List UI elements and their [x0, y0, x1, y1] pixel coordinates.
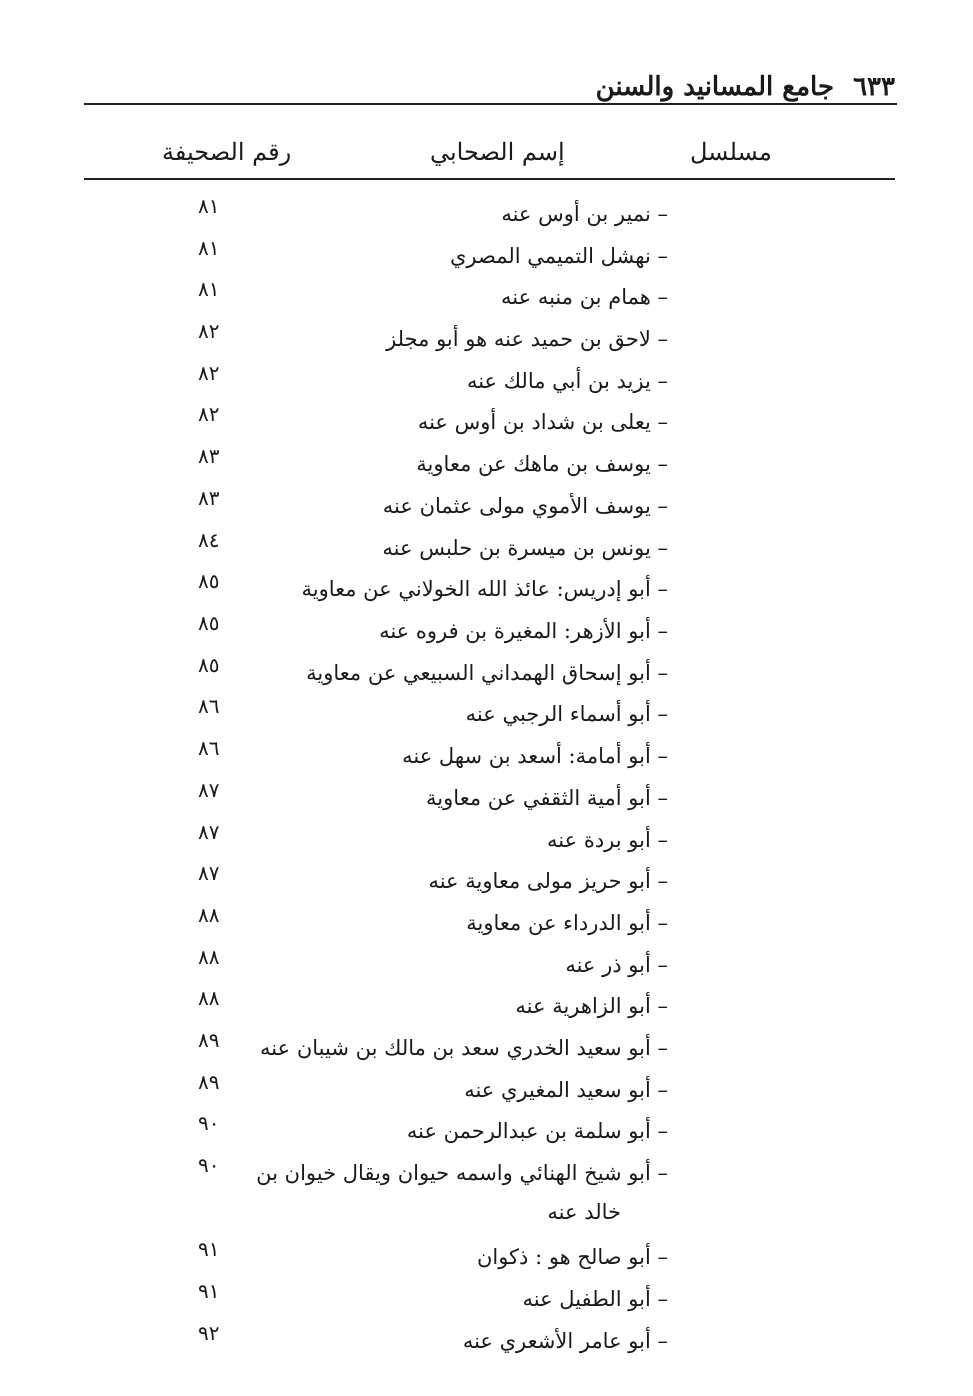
- entry-companion-name: – أبو حريز مولى معاوية عنه: [428, 869, 668, 893]
- entry-companion-name: – أبو ذر عنه: [565, 953, 668, 977]
- index-entry: [0, 611, 973, 659]
- entry-page-number: ٨٦: [198, 736, 220, 760]
- entry-companion-name: – أبو بردة عنه: [547, 828, 668, 852]
- entry-page-number: ٨٩: [198, 1028, 220, 1052]
- entry-companion-name: – أبو أمية الثقفي عن معاوية: [426, 786, 668, 810]
- index-entry: [0, 1070, 973, 1118]
- entry-page-number: ٩٢: [198, 1321, 220, 1345]
- entry-page-number: ٨٧: [198, 820, 220, 844]
- entry-companion-name: – أبو الدرداء عن معاوية: [466, 911, 668, 935]
- entry-companion-name: – أبو عامر الأشعري عنه: [462, 1329, 668, 1353]
- entry-companion-name: – أبو إسحاق الهمداني السبيعي عن معاوية: [306, 661, 668, 685]
- index-entry: [0, 945, 973, 993]
- entry-companion-name: – يوسف بن ماهك عن معاوية: [416, 452, 668, 476]
- entry-page-number: ٨٢: [198, 402, 220, 426]
- page-number: ٦٣٣: [853, 72, 895, 102]
- entry-continuation: خالد عنه: [547, 1200, 621, 1224]
- entry-companion-name: – يزيد بن أبي مالك عنه: [466, 369, 668, 393]
- entry-page-number: ٨٦: [198, 694, 220, 718]
- entry-companion-name: – أبو سعيد الخدري سعد بن مالك بن شيبان عنه: [260, 1036, 668, 1060]
- entry-companion-name: – نمير بن أوس عنه: [501, 202, 668, 226]
- entry-companion-name: – يوسف الأموي مولى عثمان عنه: [382, 494, 668, 518]
- entry-page-number: ٨٢: [198, 319, 220, 343]
- index-entry: [0, 1321, 973, 1369]
- index-entry: [0, 986, 973, 1034]
- entry-page-number: ٨٣: [198, 444, 220, 468]
- entry-page-number: ٨١: [198, 194, 220, 218]
- column-header-companion-name: إسم الصحابي: [430, 138, 565, 166]
- entry-page-number: ٩٠: [198, 1153, 220, 1177]
- entry-page-number: ٨٥: [198, 569, 220, 593]
- index-entry: [0, 1028, 973, 1076]
- index-entry: [0, 236, 973, 284]
- entry-page-number: ٨٨: [198, 903, 220, 927]
- column-header-page: رقم الصحيفة: [162, 138, 292, 166]
- entry-companion-name: – أبو شيخ الهنائي واسمه حيوان ويقال خيوان بن: [256, 1161, 668, 1185]
- entry-page-number: ٨٥: [198, 653, 220, 677]
- index-entry: [0, 277, 973, 325]
- entry-companion-name: – أبو سلمة بن عبدالرحمن عنه: [406, 1119, 668, 1143]
- entry-page-number: ٨٤: [198, 528, 220, 552]
- entry-page-number: ٨٧: [198, 861, 220, 885]
- index-entry: [0, 194, 973, 242]
- index-entry: [0, 820, 973, 868]
- entry-companion-name: – أبو أمامة: أسعد بن سهل عنه: [402, 744, 668, 768]
- index-entry: [0, 1111, 973, 1159]
- entry-page-number: ٨٢: [198, 361, 220, 385]
- index-entry: [0, 528, 973, 576]
- entry-page-number: ٨٣: [198, 486, 220, 510]
- index-entry: [0, 1153, 973, 1201]
- index-entry: [0, 861, 973, 909]
- entry-companion-name: – أبو أسماء الرجبي عنه: [465, 702, 668, 726]
- index-entry: [0, 778, 973, 826]
- entry-companion-name: – نهشل التميمي المصري: [450, 244, 668, 268]
- index-entry: [0, 694, 973, 742]
- header-rule: [84, 103, 897, 105]
- index-entry: [0, 1279, 973, 1327]
- entry-companion-name: – يونس بن ميسرة بن حلبس عنه: [382, 536, 668, 560]
- entry-companion-name: – أبو إدريس: عائذ الله الخولاني عن معاوية: [301, 577, 668, 601]
- entry-page-number: ٨٥: [198, 611, 220, 635]
- index-entry: [0, 736, 973, 784]
- index-entry: [0, 402, 973, 450]
- entry-companion-name: – لاحق بن حميد عنه هو أبو مجلز: [386, 327, 668, 351]
- index-entry: [0, 361, 973, 409]
- entry-page-number: ٨٧: [198, 778, 220, 802]
- entry-companion-name: – يعلى بن شداد بن أوس عنه: [417, 410, 668, 434]
- index-entry: [0, 486, 973, 534]
- entry-companion-name: – همام بن منبه عنه: [501, 285, 668, 309]
- entry-page-number: ٨١: [198, 236, 220, 260]
- entry-page-number: ٨١: [198, 277, 220, 301]
- index-entry: [0, 444, 973, 492]
- entry-page-number: ٩١: [198, 1279, 220, 1303]
- index-entry: [0, 903, 973, 951]
- column-header-serial: مسلسل: [690, 138, 772, 166]
- entry-companion-name: – أبو الزاهرية عنه: [515, 994, 668, 1018]
- entry-companion-name: – أبو سعيد المغيري عنه: [464, 1078, 668, 1102]
- entry-page-number: ٩١: [198, 1237, 220, 1261]
- entry-companion-name: – أبو صالح هو : ذكوان: [476, 1245, 668, 1269]
- book-title: جامع المسانيد والسنن: [595, 72, 835, 102]
- entry-companion-name: – أبو الطفيل عنه: [522, 1287, 668, 1311]
- index-entry: [0, 1237, 973, 1285]
- entry-page-number: ٨٨: [198, 945, 220, 969]
- entry-companion-name: – أبو الأزهر: المغيرة بن فروه عنه: [379, 619, 668, 643]
- index-entry: [0, 319, 973, 367]
- column-header-rule: [84, 178, 895, 180]
- entry-page-number: ٨٨: [198, 986, 220, 1010]
- index-entry: [0, 569, 973, 617]
- entry-page-number: ٩٠: [198, 1111, 220, 1135]
- index-entry: [0, 653, 973, 701]
- entry-page-number: ٨٩: [198, 1070, 220, 1094]
